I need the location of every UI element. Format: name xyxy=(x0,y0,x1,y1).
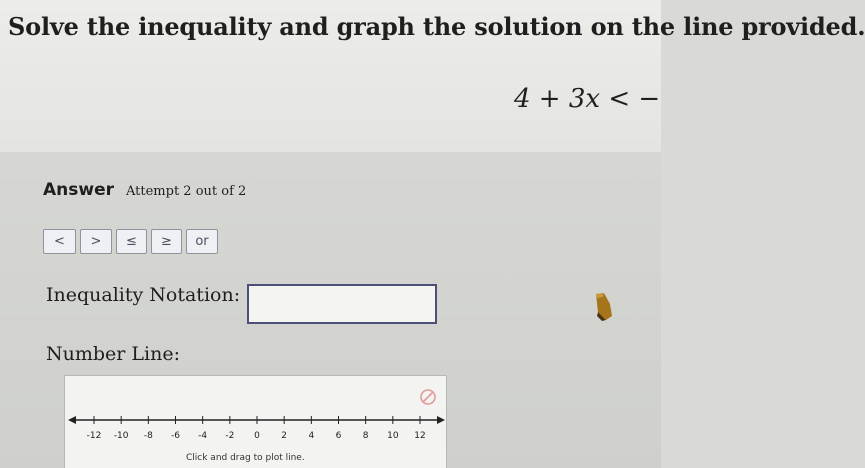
number-line-tick-label: 8 xyxy=(362,431,369,441)
number-line[interactable] xyxy=(64,414,447,450)
attempt-counter: Attempt 2 out of 2 xyxy=(126,184,247,199)
number-line-tick-label: 10 xyxy=(387,431,399,441)
inequality-notation-label: Inequality Notation: xyxy=(46,284,241,306)
number-line-tick-label: 4 xyxy=(308,431,315,441)
less-equal-button[interactable]: ≤ xyxy=(116,229,147,254)
number-line-tick-label: -12 xyxy=(86,431,102,441)
question-panel xyxy=(0,0,865,152)
number-line-tick-label: -6 xyxy=(171,431,180,441)
number-line-label: Number Line: xyxy=(46,343,180,365)
number-line-tick-label: -2 xyxy=(225,431,235,441)
answer-label: Answer xyxy=(43,180,114,200)
left-arrow-icon xyxy=(68,416,76,424)
number-line-tick-label: 2 xyxy=(281,431,288,441)
number-line-tick-label: 12 xyxy=(414,431,426,441)
inequality-input[interactable] xyxy=(247,284,437,324)
less-than-button[interactable]: < xyxy=(43,229,76,254)
number-line-tick-label: 6 xyxy=(335,431,342,441)
greater-equal-button[interactable]: ≥ xyxy=(151,229,182,254)
number-line-tick-label: -4 xyxy=(198,431,208,441)
number-line-tick-label: -8 xyxy=(143,431,153,441)
or-button[interactable]: or xyxy=(186,229,218,254)
right-arrow-icon xyxy=(437,416,445,424)
greater-than-button[interactable]: > xyxy=(80,229,112,254)
pencil-icon[interactable] xyxy=(593,292,615,322)
clear-icon[interactable] xyxy=(419,388,437,406)
problem-expression: 4 + 3x < − xyxy=(514,84,661,114)
number-line-tick-label: 0 xyxy=(254,431,260,441)
number-line-tick-label: -10 xyxy=(113,431,129,441)
instruction-text: Solve the inequality and graph the solution on the line provided. xyxy=(8,12,865,41)
number-line-hint: Click and drag to plot line. xyxy=(186,453,305,463)
